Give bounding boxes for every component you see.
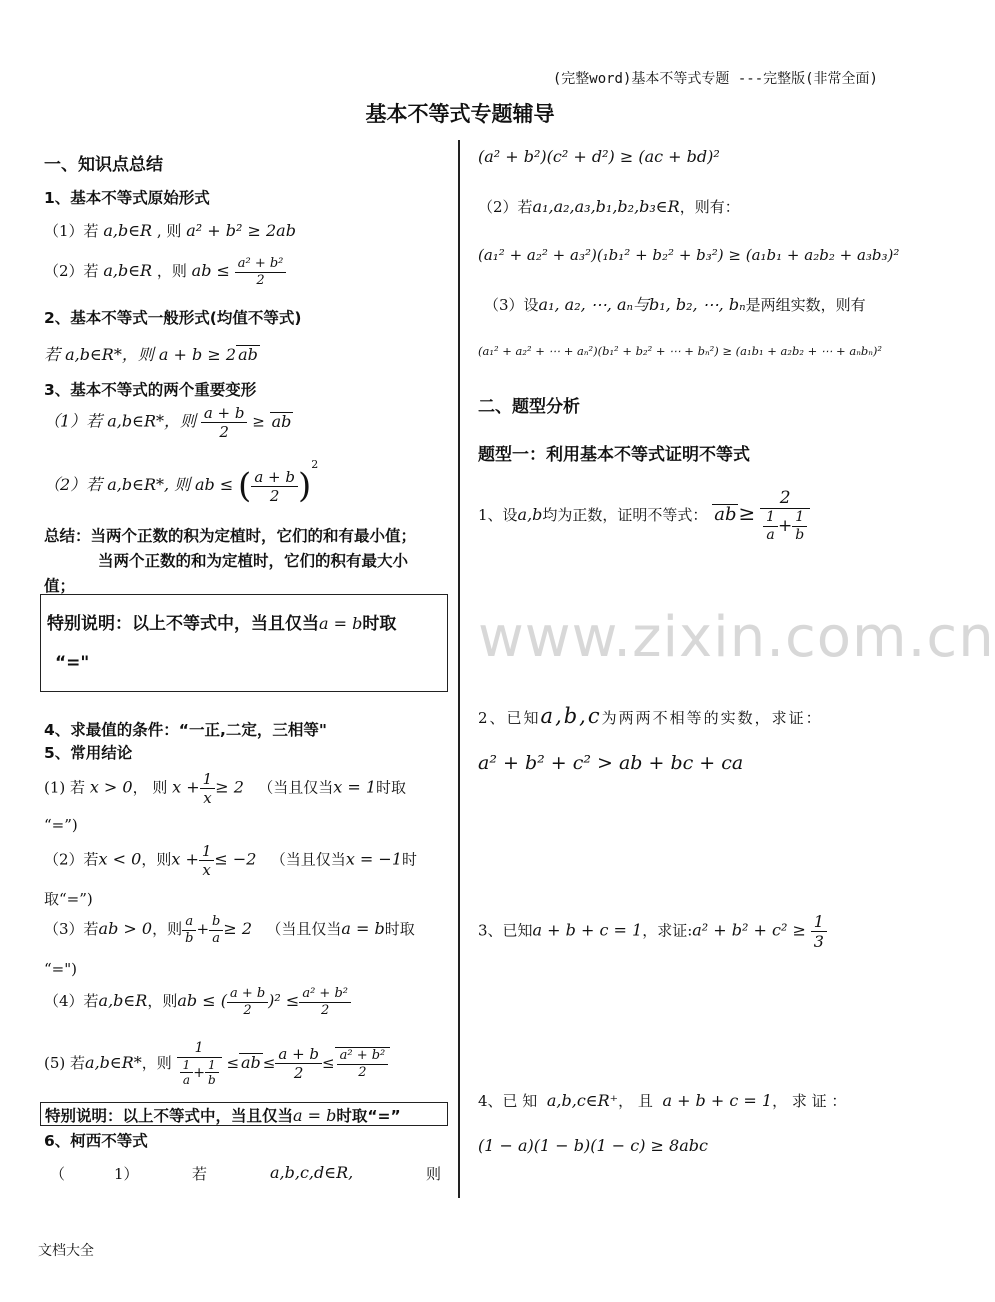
- formula-row-1: [44, 220, 296, 241]
- note-text: 特别说明：以上不等式中，当且仅当a = b时取: [47, 614, 397, 634]
- conclusion-row-5: (5) 若a,b∈R*，则 1 $\frac{1}{a}$ + $\frac{1}{b}$ ≤ ab ≤ $\frac{a + b}{2}$ ≤ $\frac{\text{a² + b²}}{2}$: [44, 1040, 390, 1088]
- fraction: 2 $\frac{1}{a}$ + $\frac{1}{b}$: [760, 488, 810, 544]
- fraction: $\frac{1}{x}$: [200, 770, 216, 807]
- ge-sign: ≥: [252, 412, 265, 431]
- conclusion-row-3-end: “="): [44, 960, 77, 978]
- exponent: 2: [311, 458, 319, 471]
- fraction: $\frac{a + b}{2}$: [227, 986, 268, 1018]
- subheading-original-form: 1、基本不等式原始形式: [44, 189, 210, 207]
- formula-row-2: [44, 256, 286, 288]
- formula-then: , 则: [156, 222, 182, 240]
- cauchy-3-expr: (a₁² + a₂² + ⋯ + aₙ²)(b₁² + b₂² + ⋯ + bₙ²) ≥ (a₁b₁ + a₂b₂ + ⋯ + aₙbₙ)²: [478, 344, 882, 358]
- general-cond: 若 a,b∈R*，则 a + b ≥ 2: [44, 345, 237, 364]
- subheading-cauchy: 6、柯西不等式: [44, 1132, 148, 1150]
- variant-lhs: ab ≤: [194, 475, 234, 494]
- subheading-general-form: 2、基本不等式一般形式(均值不等式): [44, 309, 302, 327]
- problem-1: 1、设a,b均为正数，证明不等式： ab ≥ 2 $\frac{1}{a}$ + $\frac{1}{b}$: [478, 488, 810, 544]
- subheading-extremum: 4、求最值的条件：“一正,二定，三相等": [44, 721, 327, 739]
- problem-2: 2、已知a,b,c为两两不相等的实数，求证：: [478, 704, 823, 728]
- formula-then: ，则: [156, 262, 187, 281]
- formula-lhs: ab ≤: [191, 261, 230, 281]
- formula-cond: a,b∈R: [103, 261, 153, 281]
- conclusion-row-1-end: “=”): [44, 816, 78, 834]
- type-heading-1: 题型一：利用基本不等式证明不等式: [478, 445, 750, 465]
- special-note-box-2: [40, 1102, 448, 1126]
- cauchy-1-expr: (a² + b²)(c² + d²) ≥ (ac + bd)²: [478, 147, 720, 166]
- variant-label: （2）若 a,b∈R*, 则: [44, 475, 191, 494]
- fraction: $\frac{1}{x}$: [199, 842, 215, 879]
- cauchy-3-row: （3）设a₁, a₂, ⋯, aₙ与b₁, b₂, ⋯, bₙ是两组实数，则有: [484, 295, 866, 314]
- conclusion-row-4: （4）若a,b∈R，则ab ≤ ( $\frac{a + b}{2}$ )² ≤ $\frac{\text{a² + b²}}{2}$: [44, 986, 351, 1018]
- cauchy-2-row: （2）若a₁,a₂,a₃,b₁,b₂,b₃∈R，则有：: [478, 197, 740, 216]
- formula-expr: a² + b² ≥ 2ab: [186, 221, 296, 240]
- fraction: $\frac{a + b}{2}$: [275, 1045, 322, 1082]
- conclusion-row-1: (1) 若 x > 0， 则 x + $\frac{1}{x}$ ≥ 2 （当且仅当x = 1时取: [44, 770, 407, 807]
- harmonic-mean: 1 $\frac{1}{a}$ + $\frac{1}{b}$: [177, 1040, 222, 1088]
- denominator: 2: [219, 423, 229, 441]
- document-footer: 文档大全: [38, 1243, 94, 1259]
- fraction: $\frac{\text{a² + b²}}{2}$: [337, 1048, 389, 1080]
- summary-line-2: 当两个正数的和为定植时，它们的积有最大小: [98, 552, 409, 570]
- fraction: [201, 404, 248, 441]
- conclusion-row-2-end: 取“=”): [44, 890, 93, 908]
- fraction: [235, 256, 287, 288]
- summary-line-1: 总结：当两个正数的积为定植时，它们的和有最小值；: [44, 527, 417, 545]
- conclusion-row-2: （2）若x < 0，则x + $\frac{1}{x}$ ≤ −2 （当且仅当x = −1时: [44, 842, 418, 879]
- document-header: (完整word)基本不等式专题 ---完整版(非常全面): [552, 71, 878, 87]
- problem-2-expr: a² + b² + c² > ab + bc + ca: [478, 752, 744, 774]
- problem-4-expr: (1 − a)(1 − b)(1 − c) ≥ 8abc: [478, 1136, 708, 1155]
- fraction: $\frac{1}{3}$: [811, 912, 827, 951]
- summary-line-3: 值；: [44, 577, 76, 595]
- cauchy-1-cond: a,b,c,d∈R,: [270, 1163, 354, 1182]
- formula-label: （1）若: [44, 222, 99, 240]
- denominator: 2: [269, 486, 280, 505]
- subheading-common: 5、常用结论: [44, 744, 133, 762]
- variant-label: （1）若 a,b∈R*，则: [44, 411, 197, 431]
- numerator: a + b: [251, 468, 298, 487]
- numerator: a² + b²: [235, 256, 287, 273]
- fraction: $\frac{a}{b}$: [182, 914, 196, 946]
- variant-row-1: [44, 404, 293, 441]
- problem-3: 3、已知a + b + c = 1，求证:a² + b² + c² ≥ $\frac{1}{3}$: [478, 912, 827, 951]
- fraction: [251, 468, 298, 505]
- formula-label: （2）若: [44, 262, 99, 281]
- sqrt-ab: ab: [271, 411, 292, 431]
- cauchy-1-paren: （: [50, 1165, 66, 1183]
- variant-row-2: （2）若 a,b∈R*, 则 ab ≤ ( $\frac{a + b}{2}$ )$^2$: [44, 458, 319, 506]
- note-equal: “=": [55, 653, 90, 673]
- general-form-row: [44, 342, 260, 365]
- section-heading-summary: 一、知识点总结: [44, 155, 163, 175]
- column-divider: [458, 140, 460, 1198]
- watermark: www.zixin.com.cn: [478, 605, 995, 670]
- section-heading-analysis: 二、题型分析: [478, 397, 580, 417]
- problem-4: 4、已 知 a,b,c∈R⁺， 且 a + b + c = 1， 求 证 ：: [478, 1091, 847, 1110]
- page-title: 基本不等式专题辅导: [365, 102, 555, 126]
- cauchy-2-expr: (a₁² + a₂² + a₃²)(₁b₁² + b₂² + b₃²) ≥ (a₁b₁ + a₂b₂ + a₃b₃)²: [478, 246, 900, 264]
- fraction: $\frac{b}{a}$: [209, 914, 223, 946]
- formula-cond: a,b∈R: [103, 221, 153, 240]
- cauchy-1-then: 则: [426, 1165, 442, 1183]
- fraction: $\frac{\text{a² + b²}}{2}$: [299, 986, 351, 1018]
- special-note-box: [40, 594, 448, 692]
- cauchy-1-num: 1）: [114, 1165, 139, 1183]
- sqrt-ab: ab: [238, 345, 258, 364]
- conclusion-row-3: （3）若ab > 0，则 $\frac{a}{b}$ + $\frac{b}{a}$ ≥ 2 （当且仅当a = b时取: [44, 914, 415, 946]
- note-text: 特别说明：以上不等式中，当且仅当a = b时取“=”: [45, 1106, 401, 1125]
- subheading-variants: 3、基本不等式的两个重要变形: [44, 381, 257, 399]
- cauchy-1-if: 若: [192, 1165, 208, 1183]
- numerator: a + b: [201, 404, 248, 423]
- denominator: 2: [256, 272, 265, 288]
